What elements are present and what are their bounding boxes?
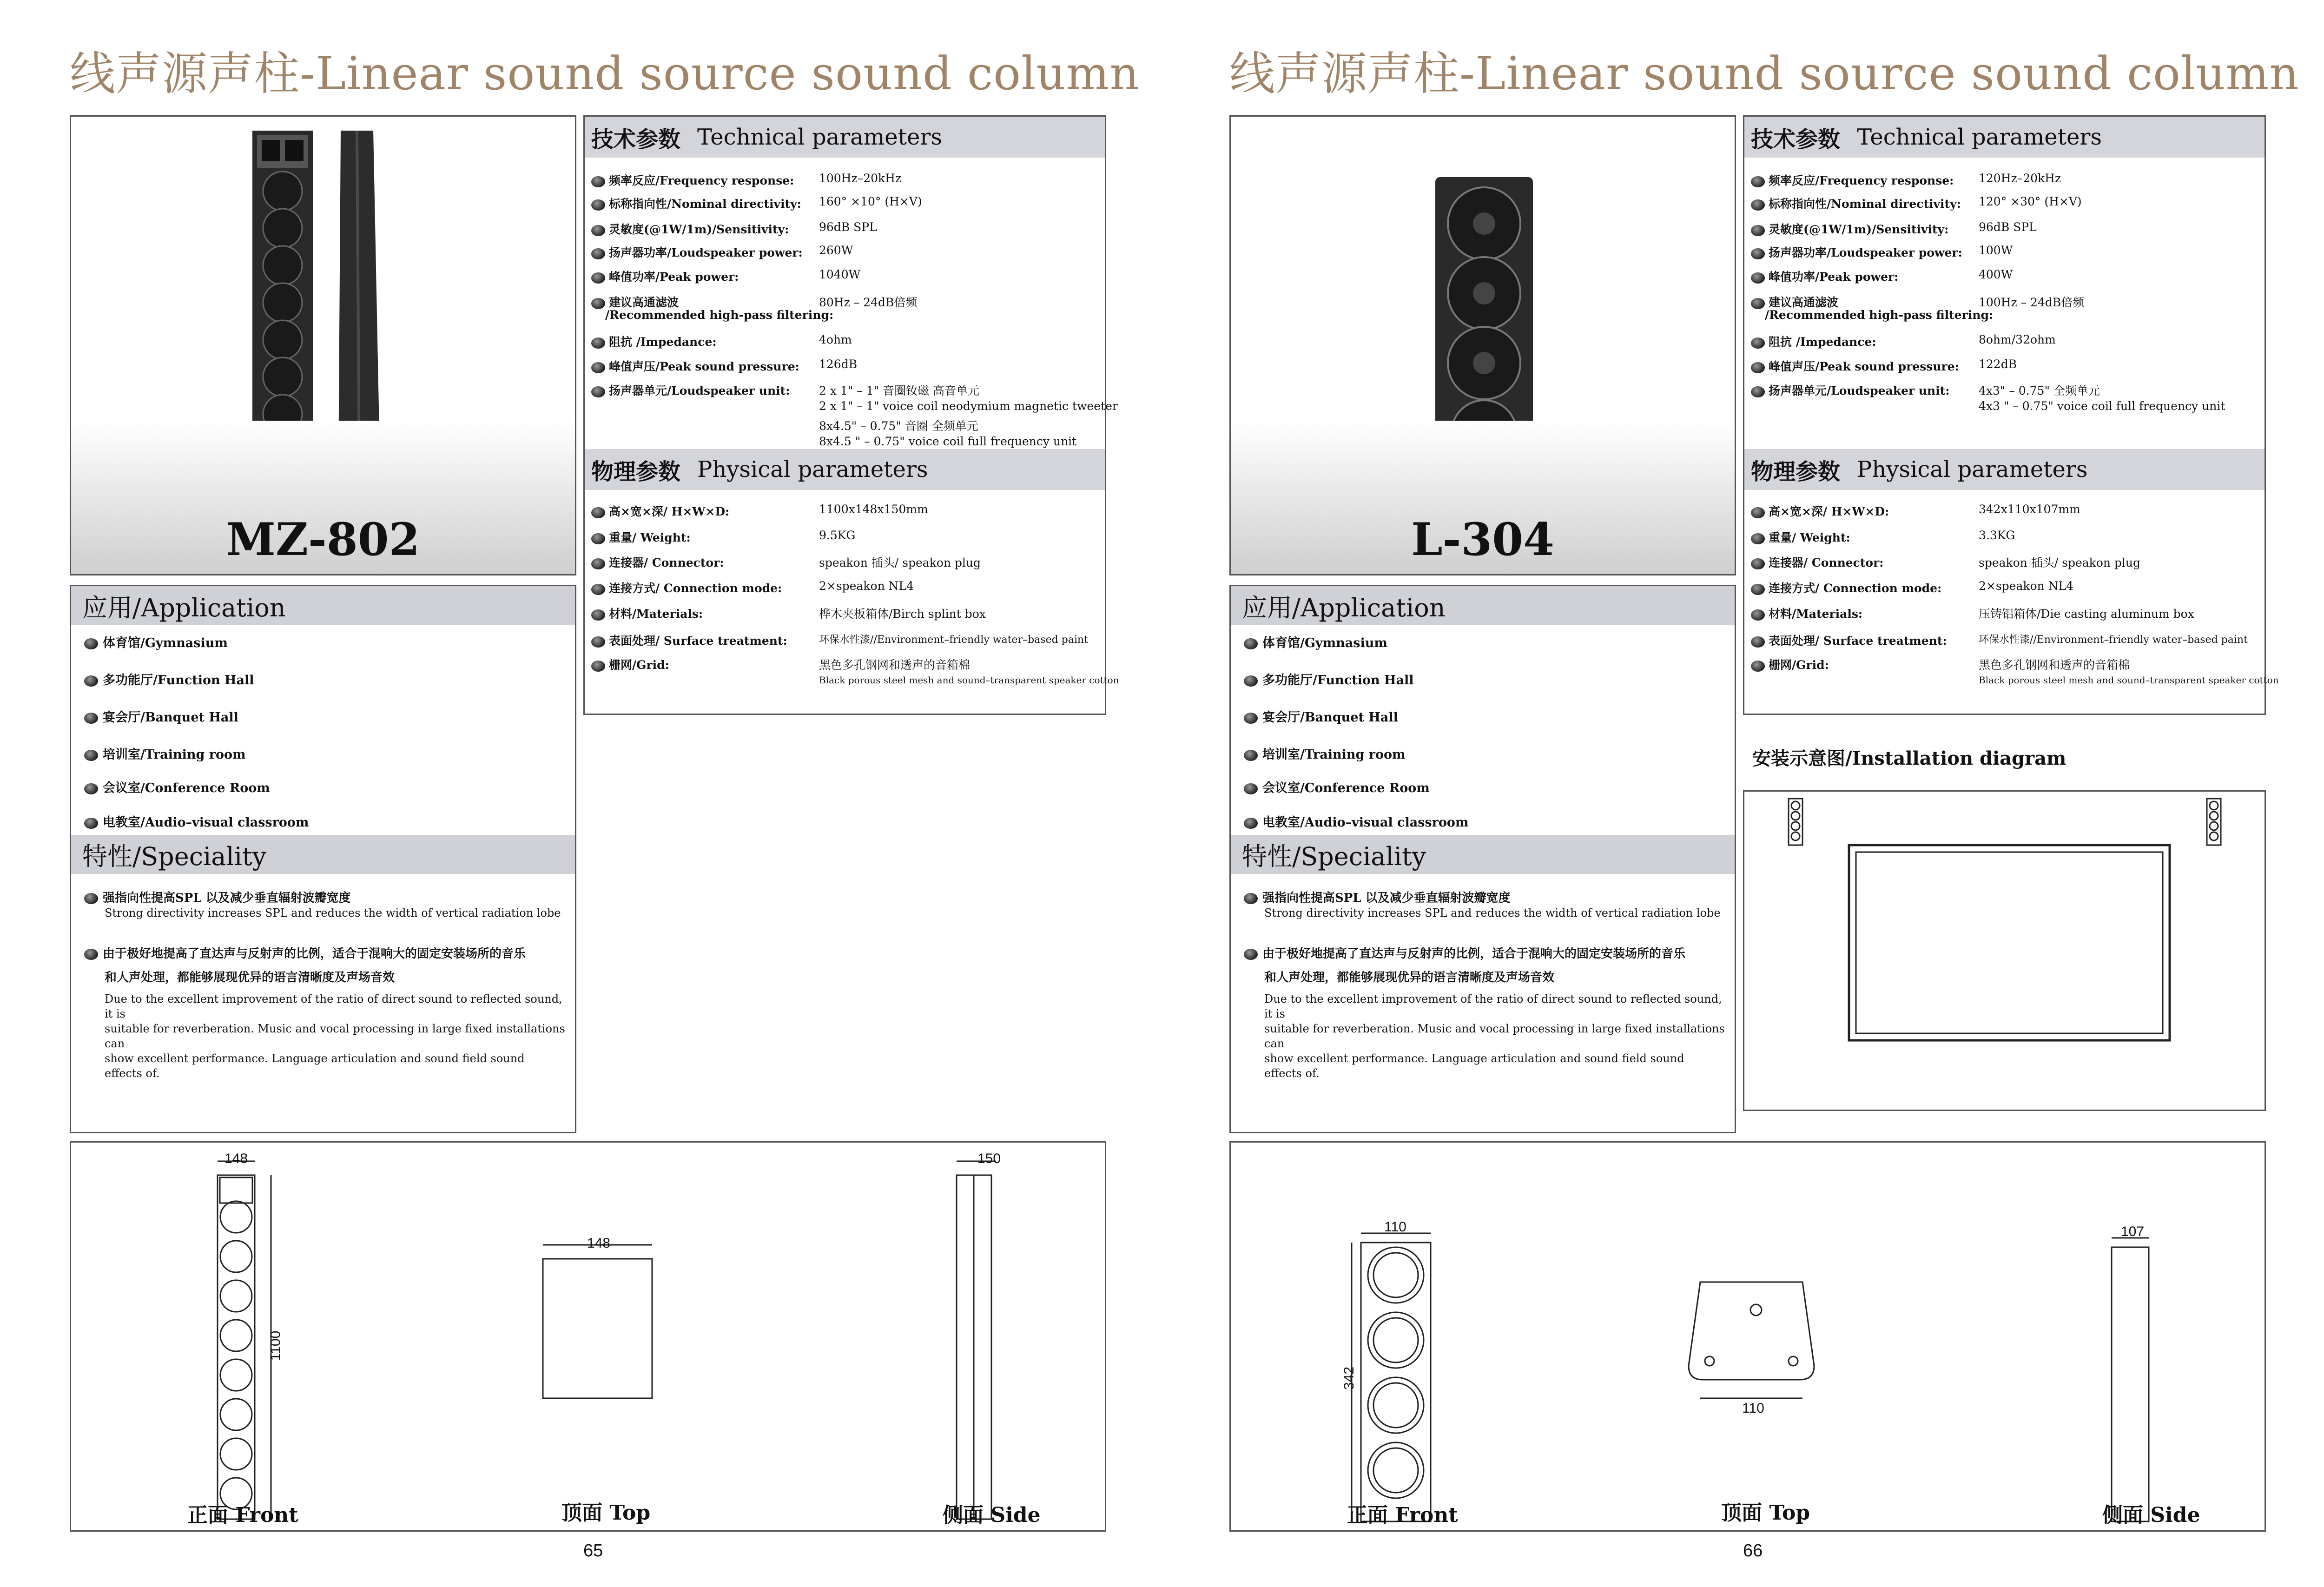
app-item: 电教室/Audio–visual classroom: [1244, 812, 1468, 830]
top-width-dim: 110: [1742, 1401, 1764, 1416]
speciality-item-2: 由于极好地提高了直达声与反射声的比例，适合于混响大的固定安装场所的音乐 和人声处理，都能够展现优异的语言清晰度及声场音效 Due to the excellent improvement of the ratio of direct sound to reflected sound, it is suitable for reverberation. Music and vocal processing in large fixed installations can show excellent performance. Language articulation and sound field sound effects of.: [1244, 944, 1725, 1081]
app-item: 会议室/Conference Room: [84, 778, 270, 796]
app-item: 宴会厅/Banquet Hall: [1244, 707, 1398, 725]
top-label: 顶面 Top: [1721, 1501, 1810, 1525]
installation-title: 安装示意图/Installation diagram: [1752, 747, 2067, 769]
front-height-dim: 1100: [268, 1330, 284, 1361]
product-photo-panel: [1229, 115, 1736, 575]
installation-diagram: [1743, 790, 2266, 1111]
application-header: 应用/Application: [71, 586, 575, 625]
tech-header: 技术参数 Technical parameters: [1744, 117, 2265, 158]
page-title: 线声源声柱-Linear sound source sound column: [1229, 47, 2299, 100]
model-name: MZ-802: [226, 513, 420, 566]
app-item: 多功能厅/Function Hall: [84, 670, 254, 688]
l304-drawings: [1231, 1143, 2267, 1533]
model-name: L-304: [1411, 513, 1554, 566]
front-label: 正面 Front: [1347, 1503, 1458, 1527]
front-width-dim: 110: [1384, 1219, 1406, 1235]
phys-header: 物理参数 Physical parameters: [585, 449, 1105, 490]
speciality-header: 特性/Speciality: [71, 835, 575, 874]
page-title: 线声源声柱-Linear sound source sound column: [70, 47, 1140, 100]
side-width-dim: 150: [977, 1151, 1001, 1166]
speciality-item-1: 强指向性提高SPL 以及减少垂直辐射波瓣宽度 Strong directivity increases SPL and reduces the width of vertical radiation lobe: [1244, 888, 1725, 920]
side-width-dim: 107: [2121, 1224, 2145, 1239]
speciality-header: 特性/Speciality: [1231, 835, 1735, 874]
page-65: [0, 0, 1153, 1587]
app-item: 宴会厅/Banquet Hall: [84, 707, 238, 725]
dimension-drawings: [70, 1141, 1106, 1532]
front-height-dim: 342: [1341, 1366, 1357, 1390]
top-width-dim: 148: [587, 1236, 611, 1251]
product-photo-panel: [70, 115, 576, 575]
app-item: 多功能厅/Function Hall: [1244, 670, 1414, 688]
page-number: 65: [583, 1541, 603, 1561]
app-item: 培训室/Training room: [1244, 744, 1406, 762]
app-item: 会议室/Conference Room: [1244, 778, 1430, 796]
app-item: 电教室/Audio–visual classroom: [84, 812, 309, 830]
page-66: [1160, 0, 2312, 1587]
installation-drawing: [1744, 792, 2265, 1110]
tech-header: 技术参数 Technical parameters: [585, 117, 1105, 158]
speciality-item-1: 强指向性提高SPL 以及减少垂直辐射波瓣宽度 Strong directivity increases SPL and reduces the width of vertical radiation lobe: [84, 888, 566, 920]
side-label: 侧面 Side: [943, 1503, 1041, 1527]
spec-panel: 技术参数 Technical parameters 频率反应/Frequency response: 100Hz–20kHz 标称指向性/Nominal directivity: 160° ×10° (H×V) 灵敏度(@1W/1m)/Sensitivity: 96dB SPL 扬声器功率/Loudspeaker power: 260W 峰值功率/Peak power: 1040W 建议高通滤波 80Hz – 24dB倍频 /Recommended high-pass filtering: 阻抗 /Impedance: 4ohm 峰值声压/Peak sound pressure: 126dB 扬声器单元/Loudspeaker unit: 2 x 1" – 1" 音圈钕磁 高音单元 2 x 1" – 1" voice coil neodymium magnetic tweeter 8x4.5" – 0.75" 音圈 全频单元 8x4.5 " – 0.75" voice coil full frequency unit 物理参数 Physical parameters 高×宽×深/ H×W×D: 1100x148x150mm 重量/ Weight: 9.5KG 连接器/ Connector: speakon 插头/ speakon plug 连接方式/ Connection mode: 2×speakon NL4 材料/Materials: 桦木夹板箱体/Birch splint box 表面处理/ Surface treatment: 环保水性漆//Environment–friendly water–based paint 栅网/Grid: 黑色多孔钢网和透声的音箱棉 Black porous steel mesh and sound–transparent speaker cotton: [583, 115, 1106, 715]
front-width-dim: 148: [224, 1151, 248, 1166]
speciality-item-2: 由于极好地提高了直达声与反射声的比例，适合于混响大的固定安装场所的音乐 和人声处理，都能够展现优异的语言清晰度及声场音效 Due to the excellent improvement of the ratio of direct sound to reflected sound, it is suitable for reverberation. Music and vocal processing in large fixed installations can show excellent performance. Language articulation and sound field sound effects of.: [84, 944, 566, 1081]
app-item: 体育馆/Gymnasium: [84, 633, 228, 651]
side-label: 侧面 Side: [2102, 1503, 2200, 1527]
mz802-drawings: [71, 1143, 1108, 1533]
spec-panel: 技术参数 Technical parameters 频率反应/Frequency response: 120Hz–20kHz 标称指向性/Nominal directivity: 120° ×30° (H×V) 灵敏度(@1W/1m)/Sensitivity: 96dB SPL 扬声器功率/Loudspeaker power: 100W 峰值功率/Peak power: 400W 建议高通滤波 100Hz – 24dB倍频 /Recommended high-pass filtering: 阻抗 /Impedance: 8ohm/32ohm 峰值声压/Peak sound pressure: 122dB 扬声器单元/Loudspeaker unit: 4x3" – 0.75" 全频单元 4x3 " – 0.75" voice coil full frequency unit 物理参数 Physical parameters 高×宽×深/ H×W×D: 342x110x107mm 重量/ Weight: 3.3KG 连接器/ Connector: speakon 插头/ speakon plug 连接方式/ Connection mode: 2×speakon NL4 材料/Materials: 压铸铝箱体/Die casting aluminum box 表面处理/ Surface treatment: 环保水性漆//Environment–friendly water–based paint 栅网/Grid: 黑色多孔钢网和透声的音箱棉 Black porous steel mesh and sound–transparent speaker cotton: [1743, 115, 2266, 715]
phys-header: 物理参数 Physical parameters: [1744, 449, 2265, 490]
front-label: 正面 Front: [187, 1503, 298, 1527]
page-number: 66: [1743, 1541, 1763, 1561]
app-item: 体育馆/Gymnasium: [1244, 633, 1387, 651]
app-item: 培训室/Training room: [84, 744, 246, 762]
application-panel: [70, 585, 576, 1133]
application-panel: [1229, 585, 1736, 1133]
application-header: 应用/Application: [1231, 586, 1735, 625]
dimension-drawings: [1229, 1141, 2266, 1532]
top-label: 顶面 Top: [561, 1501, 651, 1525]
